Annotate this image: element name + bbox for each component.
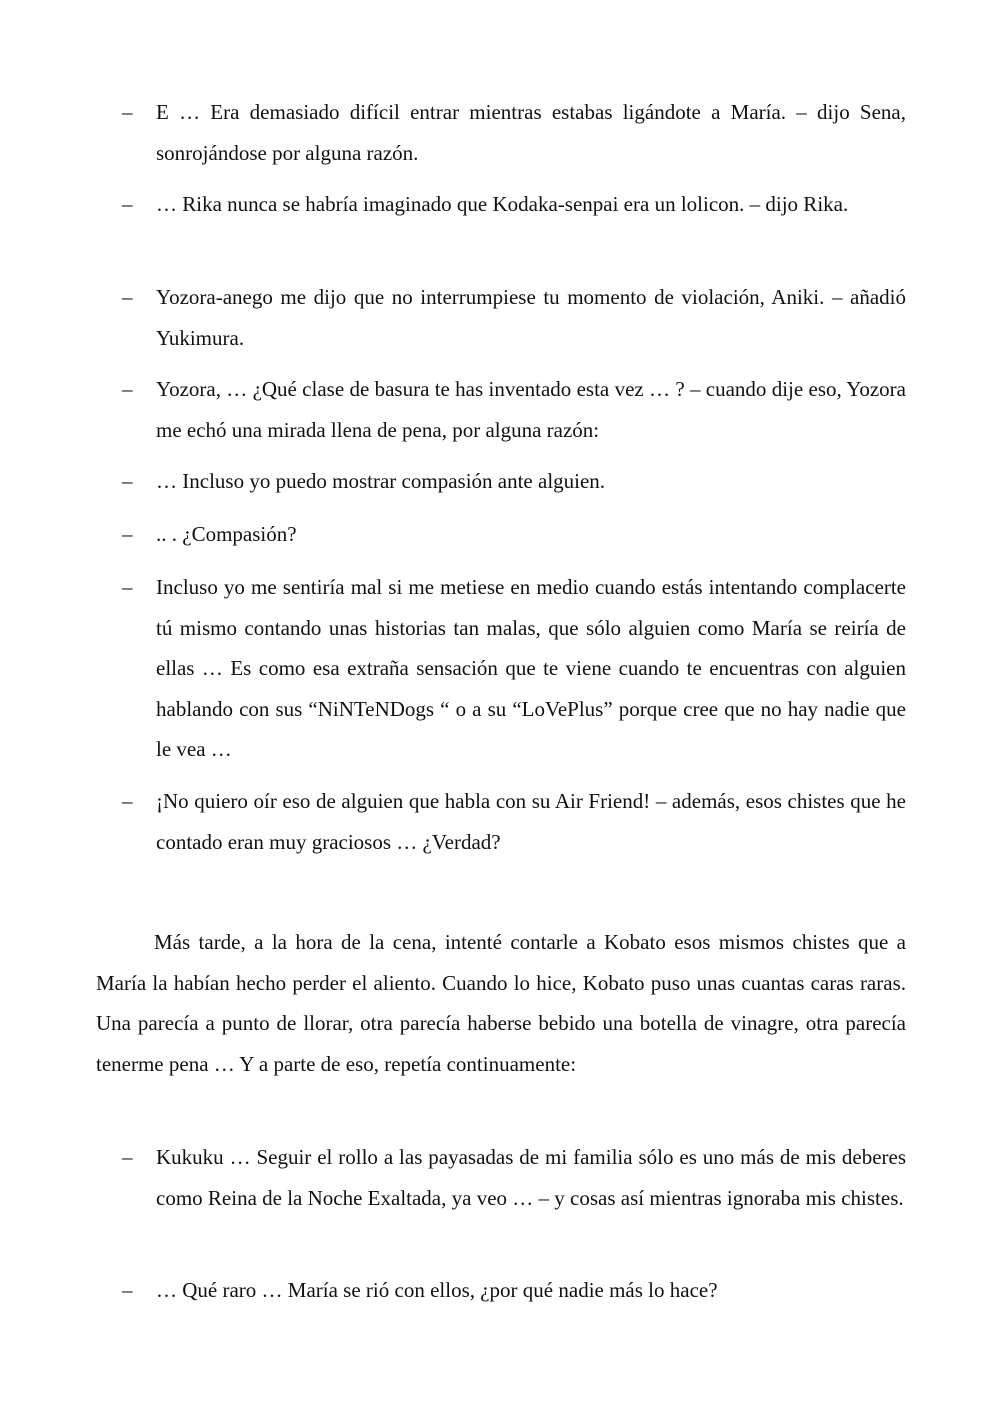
dialogue-text: Incluso yo me sentiría mal si me metiese en medio cuando estás intentando complacerte tú mismo contando unas historias tan malas, que sólo alguien como María se reiría de ellas … Es como esa extraña sensación que te viene cuando te encuentras con alguien hablando con sus “NiNTeNDogs “ o a su “LoVePlus” porque cree que no hay nadie que le vea … [156, 575, 906, 761]
dialogue-dash: – [122, 1278, 133, 1302]
dialogue-text: Yozora, … ¿Qué clase de basura te has inventado esta vez … ? – cuando dije eso, Yozora me echó una mirada llena de pena, por alguna razón: [156, 377, 906, 442]
dialogue-text: Yozora-anego me dijo que no interrumpiese tu momento de violación, Aniki. – añadió Yukimura. [156, 285, 906, 350]
dialogue-dash: – [122, 285, 133, 309]
dialogue-text: .. . ¿Compasión? [156, 522, 297, 546]
dialogue-text: Kukuku … Seguir el rollo a las payasadas de mi familia sólo es uno más de mis deberes como Reina de la Noche Exaltada, ya veo … – y cosas así mientras ignoraba mis chistes. [156, 1145, 906, 1210]
dialogue-text: … Incluso yo puedo mostrar compasión ante alguien. [156, 469, 606, 493]
dialogue-dash: – [122, 1145, 133, 1169]
narrative-paragraph: Más tarde, a la hora de la cena, intenté contarle a Kobato esos mismos chistes que a María la habían hecho perder el aliento. Cuando lo hice, Kobato puso unas cuantas caras raras. Una parecía a punto de llorar, otra parecía haberse bebido una botella de vinagre, otra parecía tenerme pena … Y a parte de eso, repetía continuamente: [96, 930, 906, 1076]
dialogue-dash: – [122, 522, 133, 546]
dialogue-text: … Rika nunca se habría imaginado que Kodaka-senpai era un lolicon. – dijo Rika. [156, 192, 849, 216]
dialogue-dash: – [122, 192, 133, 216]
dialogue-dash: – [122, 100, 133, 124]
dialogue-dash: – [122, 575, 133, 599]
dialogue-text: E … Era demasiado difícil entrar mientras estabas ligándote a María. – dijo Sena, sonrojándose por alguna razón. [156, 100, 906, 165]
dialogue-dash: – [122, 469, 133, 493]
dialogue-text: ¡No quiero oír eso de alguien que habla con su Air Friend! – además, esos chistes que he contado eran muy graciosos … ¿Verdad? [156, 789, 906, 854]
dialogue-dash: – [122, 789, 133, 813]
dialogue-text: … Qué raro … María se rió con ellos, ¿por qué nadie más lo hace? [156, 1278, 718, 1302]
dialogue-dash: – [122, 377, 133, 401]
